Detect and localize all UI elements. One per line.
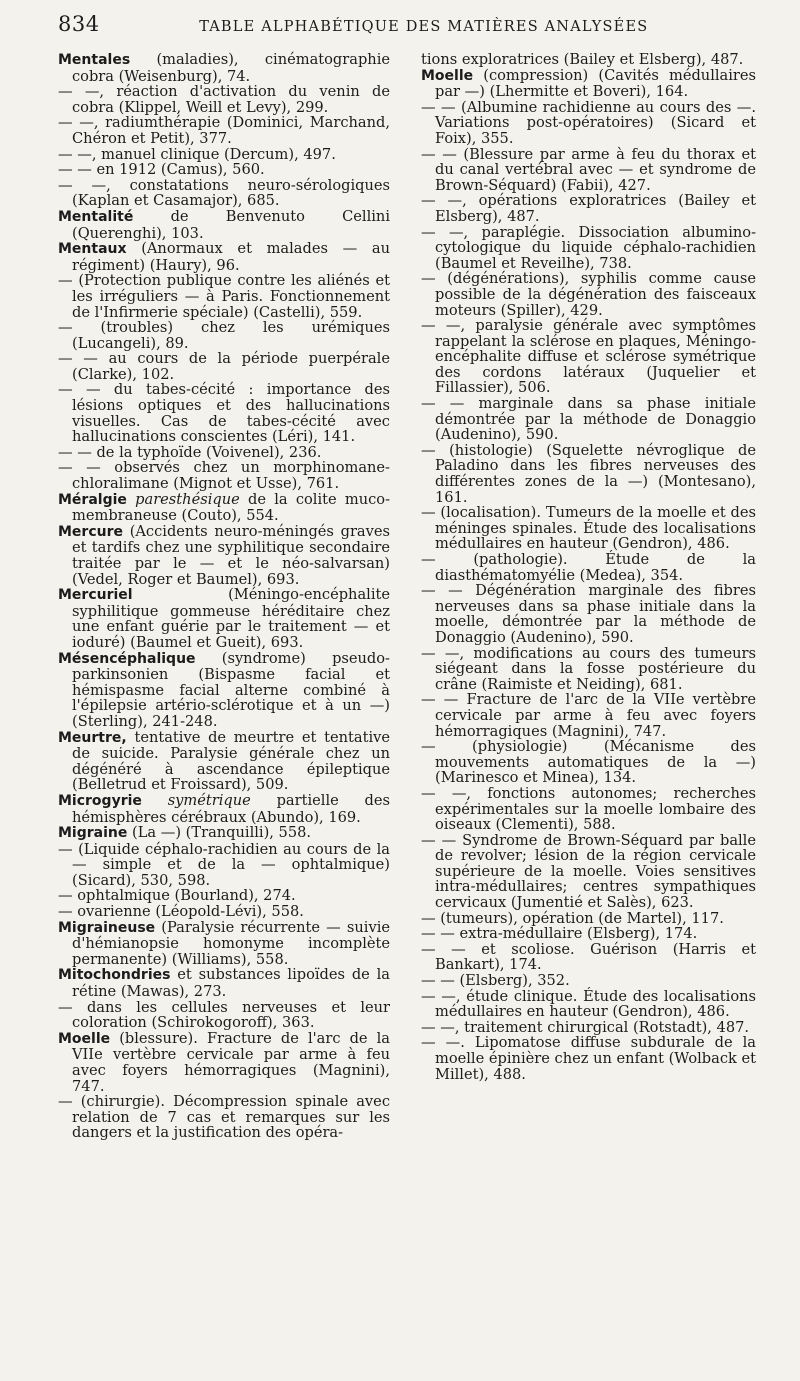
entry-keyword-qualifier: paresthésique bbox=[126, 490, 240, 508]
entry-keyword: Mercuriel bbox=[58, 587, 133, 604]
index-entry bbox=[58, 147, 390, 163]
index-entry bbox=[421, 786, 756, 833]
index-entry bbox=[58, 888, 390, 904]
entry-text: — —, radiumthérapie (Dominici, Marchand, Chéron et Petit), 377. bbox=[58, 114, 390, 147]
entry-text: — (Liquide céphalo-rachidien au cours de la — simple et de la — ophtalmique) (Sicard), 530, 598. bbox=[58, 840, 390, 889]
entry-text: — —, traitement chirurgical (Rotstadt), 487. bbox=[421, 1018, 750, 1036]
entry-keyword: Migraine bbox=[58, 825, 128, 842]
index-entry bbox=[58, 1094, 390, 1141]
index-entry bbox=[421, 583, 756, 645]
entry-text: — ovarienne (Léopold-Lévi), 558. bbox=[58, 903, 304, 921]
entry-text: — —, paralysie générale avec symptômes rappelant la sclérose en plaques, Méningo-encéphalite diffuse et sclérose symétrique des cordons latéraux (Juquelier et Fillassier), 506. bbox=[421, 317, 756, 397]
entry-text: — — observés chez un morphinomane-chloralimane (Mignot et Usse), 761. bbox=[58, 459, 390, 493]
entry-text: — (troubles) chez les urémiques (Lucangeli), 89. bbox=[58, 319, 390, 352]
entry-text: — — au cours de la période puerpérale (Clarke), 102. bbox=[58, 350, 390, 383]
entry-keyword: Mercure bbox=[58, 523, 123, 540]
entry-text: — (histologie) (Squelette névroglique de Paladino dans les fibres nerveuses des différentes zones de la —) (Montesano), 161. bbox=[421, 441, 756, 506]
index-entry bbox=[58, 492, 390, 524]
page-header bbox=[58, 12, 788, 42]
index-entry bbox=[421, 68, 756, 100]
index-entry bbox=[421, 926, 756, 942]
index-entry bbox=[421, 193, 756, 224]
index-entry bbox=[421, 225, 756, 272]
left-column bbox=[58, 52, 390, 1141]
index-entry bbox=[58, 209, 390, 241]
index-entry bbox=[58, 84, 390, 115]
index-entry bbox=[58, 115, 390, 146]
index-entry bbox=[421, 646, 756, 693]
entry-text: (compression) (Cavités médullaires par —) (Lhermitte et Boveri), 164. bbox=[435, 66, 756, 101]
entry-text: — — (Elsberg), 352. bbox=[421, 972, 570, 990]
entry-text: — (localisation). Tumeurs de la moelle et des méninges spinales. Étude des localisations médullaires en hauteur (Gendron), 486. bbox=[421, 504, 756, 553]
entry-text: — — (Blessure par arme à feu du thorax et du canal vertébral avec — et syndrome de Brown-Séquard) (Fabii), 427. bbox=[421, 145, 756, 194]
index-entry bbox=[58, 920, 390, 968]
entry-text: tentative de meurtre et tentative de suicide. Paralysie générale chez un dégénéré à ascendance épileptique (Belletrud et Froissard), 509. bbox=[72, 728, 390, 794]
entry-text: de Benvenuto Cellini (Querenghi), 103. bbox=[72, 207, 390, 242]
index-entry bbox=[58, 52, 390, 84]
index-entry bbox=[58, 162, 390, 178]
entry-keyword: Mentalité bbox=[58, 208, 134, 225]
entry-text: et substances lipoïdes de la rétine (Mawas), 273. bbox=[72, 966, 390, 1001]
index-entry bbox=[421, 505, 756, 552]
entry-text: — (tumeurs), opération (de Martel), 117. bbox=[421, 909, 724, 927]
index-entry bbox=[421, 692, 756, 739]
entry-text: — dans les cellules nerveuses et leur coloration (Schirokogoroff), 363. bbox=[58, 998, 390, 1032]
entry-text: — (chirurgie). Décompression spinale avec relation de 7 cas et remarques sur les dangers et la justification des opéra- bbox=[58, 1093, 390, 1142]
entry-text: — — (Albumine rachidienne au cours des —. Variations post-opératoires) (Sicard et Foix), 355. bbox=[421, 98, 756, 147]
entry-text: — — Fracture de l'arc de la VIIe vertèbre cervicale par arme à feu avec foyers hémorragiques (Magnini), 747. bbox=[421, 691, 756, 740]
entry-keyword: Moelle bbox=[421, 67, 474, 84]
entry-text: (maladies), cinématographie cobra (Weisenburg), 74. bbox=[72, 51, 390, 85]
entry-text: (syndrome) pseudo-parkinsonien (Bispasme facial et hémispasme facial alterne combiné à l'épilepsie artério-sclérotique et à un —) (Sterling), 241-248. bbox=[72, 649, 390, 730]
entry-text: (La —) (Tranquilli), 558. bbox=[127, 824, 312, 842]
index-entry bbox=[421, 989, 756, 1020]
entry-text: — (pathologie). Étude de la diasthématomyélie (Medea), 354. bbox=[421, 551, 756, 584]
entry-text: — — du tabes-cécité : importance des lésions optiques et des hallucinations visuelles. Cas de tabes-cécité avec hallucinations conscientes (Léri), 141. bbox=[58, 381, 390, 446]
entry-keyword: Mésencéphalique bbox=[58, 650, 196, 667]
index-entry bbox=[421, 973, 756, 989]
index-entry bbox=[58, 178, 390, 209]
entry-text: de la colite muco-membraneuse (Couto), 554. bbox=[72, 490, 390, 525]
entry-text: — — Syndrome de Brown-Séquard par balle de revolver; lésion de la région cervicale supérieure de la moelle. Voies sensitives intra-médullaires; centres sympathiques cervicaux (Jumentié et Salès), 623. bbox=[421, 831, 756, 912]
index-entry bbox=[58, 351, 390, 382]
entry-keyword: Migraineuse bbox=[58, 919, 156, 936]
index-entry bbox=[58, 320, 390, 351]
index-entry bbox=[58, 825, 390, 842]
entry-text: (Accidents neuro-méningés graves et tardifs chez une syphilitique secondaire traitée par le — et le néo-salvarsan) (Vedel, Roger et Baumel), 693. bbox=[72, 522, 390, 588]
entry-text: — —, étude clinique. Étude des localisations médullaires en hauteur (Gendron), 486. bbox=[421, 987, 756, 1021]
index-entry bbox=[58, 241, 390, 273]
entry-text: — —, opérations exploratrices (Bailey et Elsberg), 487. bbox=[421, 192, 756, 225]
index-entry bbox=[421, 271, 756, 318]
entry-text: (blessure). Fracture de l'arc de la VIIe vertèbre cervicale par arme à feu avec foyers hémorragiques (Magnini), 747. bbox=[72, 1029, 390, 1095]
index-entry bbox=[421, 147, 756, 194]
entry-text: tions exploratrices (Bailey et Elsberg), 487. bbox=[421, 51, 744, 68]
entry-text: — — marginale dans sa phase initiale démontrée par la méthode de Donaggio (Audenino), 590. bbox=[421, 395, 756, 444]
entry-text: (Méningo-encéphalite syphilitique gommeuse héréditaire chez une enfant guérie par le traitement — et ioduré) (Baumel et Gueit), 693. bbox=[72, 586, 390, 651]
entry-keyword: Meurtre, bbox=[58, 729, 127, 746]
index-entry bbox=[58, 730, 390, 793]
index-entry bbox=[421, 739, 756, 786]
entry-text: partielle des hémisphères cérébraux (Abundo), 169. bbox=[72, 791, 391, 826]
entry-text: — —, paraplégie. Dissociation albumino-cytologique du liquide céphalo-rachidien (Baumel et Reveilhe), 738. bbox=[421, 223, 756, 272]
right-column bbox=[421, 52, 756, 1082]
index-entry bbox=[421, 1035, 756, 1082]
entry-text: — —. Lipomatose diffuse subdurale de la moelle épinière chez un enfant (Wolback et Millet), 488. bbox=[421, 1034, 756, 1083]
entry-text: — —, fonctions autonomes; recherches expérimentales sur la moelle lombaire des oiseaux (Clementi), 588. bbox=[421, 784, 756, 834]
entry-text: (Paralysie récurrente — suivie d'hémianopsie homonyme incomplète permanente) (Williams), 558. bbox=[72, 918, 390, 968]
index-entry bbox=[58, 524, 390, 587]
entry-text: — — et scoliose. Guérison (Harris et Bankart), 174. bbox=[421, 940, 756, 974]
entry-text: — —, réaction d'activation du venin de cobra (Klippel, Weill et Levy), 299. bbox=[58, 83, 390, 116]
index-entry bbox=[58, 1000, 390, 1031]
entry-text: — —, constatations neuro-sérologiques (Kaplan et Casamajor), 685. bbox=[58, 176, 390, 210]
entry-keyword: Méralgie bbox=[58, 491, 127, 508]
index-entry bbox=[58, 460, 390, 491]
index-entry bbox=[58, 904, 390, 920]
index-entry bbox=[58, 382, 390, 444]
index-entry bbox=[421, 552, 756, 583]
index-entry bbox=[58, 445, 390, 461]
entry-text: — — extra-médullaire (Elsberg), 174. bbox=[421, 925, 698, 943]
index-entry bbox=[421, 52, 756, 68]
entry-keyword: Mitochondries bbox=[58, 967, 171, 984]
entry-text: — — en 1912 (Camus), 560. bbox=[58, 161, 265, 179]
index-entry bbox=[58, 651, 390, 730]
index-entry bbox=[58, 273, 390, 320]
entry-text: — —, modifications au cours des tumeurs siégeant dans la fosse postérieure du crâne (Raimiste et Neiding), 681. bbox=[421, 644, 756, 693]
entry-text: — (dégénérations), syphilis comme cause possible de la dégénération des faisceaux moteurs (Spiller), 429. bbox=[421, 270, 756, 319]
index-entry bbox=[421, 911, 756, 927]
entry-keyword: Moelle bbox=[58, 1030, 111, 1047]
entry-text: — (Protection publique contre les aliénés et les irréguliers — à Paris. Fonctionnement de l'Infirmerie spéciale) (Castelli), 559. bbox=[58, 272, 390, 321]
entry-keyword-qualifier: symétrique bbox=[141, 791, 251, 809]
entry-text: — — Dégénération marginale des fibres nerveuses dans sa phase initiale dans la moelle, démontrée par la méthode de Donaggio (Audenino), 590. bbox=[421, 582, 756, 646]
index-entry bbox=[58, 967, 390, 999]
entry-text: (Anormaux et malades — au régiment) (Haury), 96. bbox=[72, 240, 390, 274]
page-number: 834 bbox=[58, 12, 100, 36]
entry-text: — —, manuel clinique (Dercum), 497. bbox=[58, 145, 336, 163]
entry-text: — (physiologie) (Mécanisme des mouvements automatiques de la —) (Marinesco et Minea), 134. bbox=[421, 738, 756, 787]
index-entry bbox=[421, 443, 756, 505]
index-entry bbox=[58, 1031, 390, 1094]
running-title: TABLE ALPHABÉTIQUE DES MATIÈRES ANALYSÉES bbox=[199, 19, 649, 35]
index-entry bbox=[421, 318, 756, 396]
index-entry bbox=[58, 793, 390, 825]
index-entry bbox=[58, 587, 390, 650]
entry-text: — ophtalmique (Bourland), 274. bbox=[58, 887, 296, 905]
index-entry bbox=[421, 1020, 756, 1036]
entry-text: — — de la typhoïde (Voivenel), 236. bbox=[58, 443, 322, 461]
index-entry bbox=[421, 833, 756, 911]
index-entry bbox=[421, 100, 756, 147]
index-entry bbox=[421, 942, 756, 973]
entry-keyword: Mentales bbox=[58, 52, 131, 68]
entry-keyword: Mentaux bbox=[58, 241, 127, 258]
index-entry bbox=[58, 842, 390, 889]
index-entry bbox=[421, 396, 756, 443]
entry-keyword: Microgyrie bbox=[58, 792, 142, 809]
